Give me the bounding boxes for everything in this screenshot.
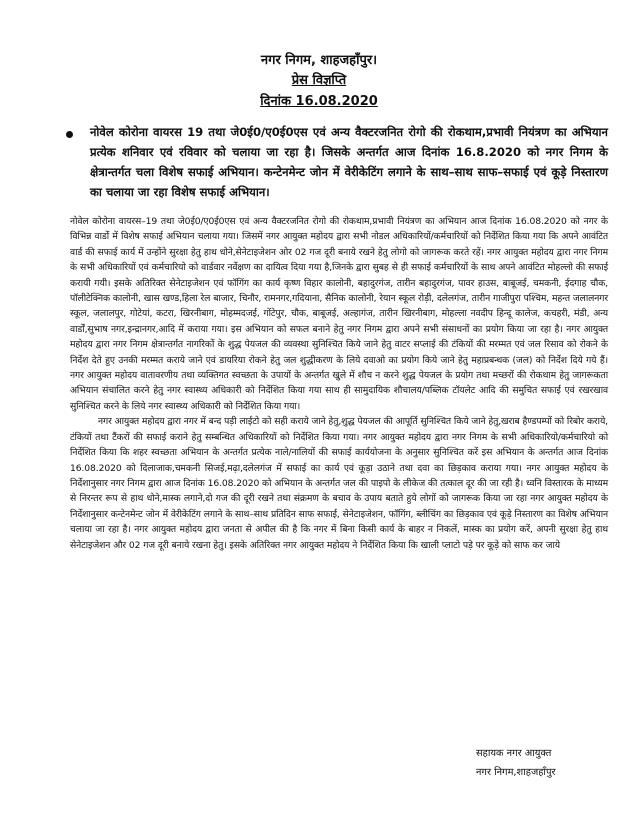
bullet-icon [66,131,73,138]
org-name: नगर निगम, शाहजहाँपुर। [260,53,378,68]
signatory-office: नगर निगम,शाहजहाँपुर [476,767,556,778]
body-paragraph-2: नगर आयुक्त महोदय द्वारा नगर में बन्द पड़ी लाईटो को सही कराये जाने हेतु,शुद्ध पेयजल की आपूर्ति सुनिश्चित किये जाने हेतु,खराब हैण्डपम्पों को रिबोर कराये, टंकियों तथा टैंकरों की सफाई कराने हेतु सम्बन्धित अधिकारियों को निर्देशित किया गया। नगर आयुक्त महोदय द्वारा नगर निगम के सभी अधिकारियो/कर्मचारियो को निर्देशित किया कि शहर स्वच्छता अभियान के अन्तर्गत प्रत्येक नाले/नालियों की सफाई कार्ययोजना के अनुसार सुनिश्चित करें इस अभियान के अन्तर्गत आज दिनांक 16.08.2020 को दिलाजाक,चमकनी सिजई,मढ़ा,दलेलगंज में सफाई का कार्य एवं कूड़ा उठाने तथा दवा का छिड़काव कराया गया। नगर आयुक्त महोदय के निर्देशानुसार नगर निगम द्वारा आज दिनांक 16.08.2020 को अभियान के अन्तर्गत जल की पाइपो के लीकेज की तत्काल दूर की जा रही है। ध्वनि विस्तारक के माध्यम से निरन्तर रूप से हाथ धोने,मास्क लगाने,दो गज की दूरी रखने तथा संक्रमण के बचाव के उपाय बताते हुये लोगों को जागरूक किया जा रहा नगर आयुक्त महोदय के निर्देशानुसार कन्टेनमेन्ट जोन में वेरीकेटिंग लगाने के साथ–साथ प्रतिदिन साफ सफाई, सेनेटाइजेशन, फॉगिंग, ब्लीचिंग का छिड़काव एवं कूड़े निस्तारण का विशेष अभियान चलाया जा रहा है। नगर आयुक्त महोदय द्वारा जनता से अपील की है कि नगर में बिना किसी कार्य के बाहर न निकलें, मास्क का प्रयोग करें, अपनी सुरक्षा हेतु हाथ सेनेटाइजेशन और 02 गज दूरी बनाये रखना हेतु। इसके अतिरिक्त नगर आयुक्त महोदय ने निर्देशित किया कि खाली प्लाटो पड़े पर कूड़े को साफ कर जाये [70,416,608,551]
body-text [70,214,608,553]
release-date: दिनांक 16.08.2020 [260,94,378,109]
summary-paragraph: नोवेल कोरोना वायरस 19 तथा जे0ई0/ए0ई0एस एवं अन्य वैक्टरजनित रोगो की रोकथाम,प्रभावी नियंत्रण का अभियान प्रत्येक शनिवार एवं रविवार को चलाया जा रहा है। जिसके अन्तर्गत आज दिनांक 16.8.2020 को नगर निगम के क्षेत्रान्तर्गत चला विशेष सफाई अभियान। कन्टेनमेन्ट जोन में वेरीकेटिंग लगाने के साथ–साथ साफ–सफाई एवं कूड़े निस्तारण का चलाया जा रहा विशेष सफाई अभियान। [90,125,608,199]
body-paragraph-1: नोवेल कोरोना वायरस–19 तथा जे0ई0/ए0ई0एस एवं अन्य वैक्टरजनित रोगो की रोकथाम,प्रभावी नियंत्रण का अभियान आज दिनांक 16.08.2020 को नगर के विभिन्न वार्डो में विशेष सफाई अभियान चलाया गया। जिसमें नगर आयुक्त महोदय द्वारा सभी नोडल अधिकारियों/कर्मचारियों को निर्देशित किया गया कि अपने आवंटित वार्ड की सफाई कार्य में उन्होंने सुरक्षा हेतु हाथ धोने,सेनेटाइजेशन ओर 02 गज दूरी बनाये रखने हेतु लोगो को जागरूक करते रहें। नगर आयुक्त महोदय द्वारा नगर निगम के सभी अधिकारियों एवं कर्मचारियो को वार्डवार नर्वेक्षण का दायित्व दिया गया है,जिनके द्वारा सुबह से ही सफाई कर्मचारियों के साथ अपने आवंटित मोहल्लो की सफाई करायी गयी। इसके अतिरिक्त सेनेटाइजेशन एवं फॉगिंग का कार्य कृष्ण विहार कालोनी, बहादुरगंज, तारीन बहादुरगंज, पावर हाउस, बाबूजई, चमकनी, ईदगाह चौक, पॉलीटेक्निक कालोनी, खास खण्ड,हिला रेल बाजार, चिनौर, रामनगर,गदियाना, सैनिक कालोनी, रेयान स्कूल रोड़ी, दलेलगंज, तारीन गाजीपुरा पश्चिम, महन्त जलालनगर स्कूल, जलालपुर, गोटेयां, कटरा, खिरनीबाग, मोहम्मदजई, गोंटेपुर, चौक, बाबूजई, अल्हागंज, तारीन खिरनीबाग, मोहल्ला नवदीप हिन्दू कालेज, कचहरी, मंडी, अन्य वार्डों,सुभाष नगर,इन्द्रानगर,आदि में कराया गया। इस अभियान को सफल बनाने हेतु नगर निगम द्वारा अपने सभी संसाधनों का प्रयोग किया जा रहा है। नगर आयुक्त महोदय द्वारा नगर निगम क्षेत्रान्तर्गत नागरिकों के शुद्ध पेयजल की व्यवस्था सुनिश्चित किये जाने हेतु वाटर सप्लाई की टंकियों की मरम्मत एवं जल रिसाव को रोकने के निर्देश देते हुए उनकी मरम्मत कराये जाने एवं डायरिया रोकने हेतु जल शुद्धीकरण के लिये दवाओ का प्रयोग किये जाने हेतु महाप्रबन्धक (जल) को निर्देश दिये गये हैं। नगर आयुक्त महोदय वातावरणीय तथा व्यक्तिगत स्वच्छता के उपायों के अन्तर्गत खुले में शौच न करने शुद्ध पेयजल के प्रयोग तथा मच्छरों की रोकथाम हेतु जागरूकता अभियान संचालित करने हेतु नगर स्वास्थ्य अधिकारी को निर्देशित किया गया साथ ही सामुदायिक शौचालय/पब्लिक टॉयलेट आदि की समुचित सफाई एवं रखरखाव सुनिश्चित करने के लिये नगर स्वास्थ्य अधिकारी को निर्देशित किया गया। [70,216,608,412]
page-title: प्रेस विज्ञप्ति [291,73,347,88]
signatory-designation: सहायक नगर आयुक्त [476,748,552,759]
